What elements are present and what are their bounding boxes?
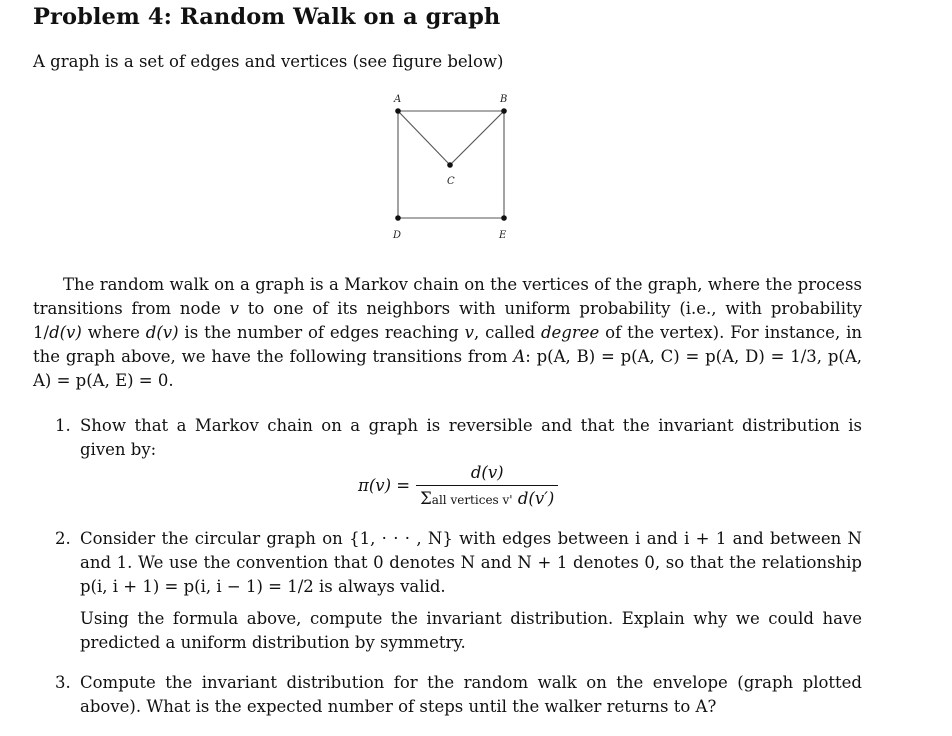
label-e: E: [499, 230, 507, 241]
edge-a-c: [398, 111, 450, 165]
question-3: 3. Compute the invariant distribution for the random walk on the envelope (graph plotted above). What is the expected number of steps until the walker returns to A?: [55, 673, 862, 716]
envelope-graph: [370, 88, 530, 248]
vertex-b: [501, 108, 507, 114]
label-d: D: [393, 230, 402, 241]
label-b: B: [500, 94, 508, 105]
vertex-e: [501, 215, 507, 221]
vertex-c: [447, 162, 453, 168]
vertex-d: [395, 215, 401, 221]
intro-text: A graph is a set of edges and vertices (see figure below): [33, 52, 504, 71]
vertex-a: [395, 108, 401, 114]
problem-title: Problem 4: Random Walk on a graph: [33, 4, 501, 30]
label-a: A: [394, 94, 402, 105]
description-paragraph: The random walk on a graph is a Markov chain on the vertices of the graph, where the process transitions from node v to one of its neighbors with uniform probability (i.e., with probability 1/d(v) where d(v) is the number of edges reaching v, called degree of the vertex). For instance, in the graph above, we have the following transitions from A: p(A, B) = p(A, C) = p(A, D) = 1/3, p(A, A) = p(A, E) = 0.: [33, 275, 862, 390]
question-2: 2. Consider the circular graph on {1, · · · , N} with edges between i and i + 1 and between N and 1. We use the convention that 0 denotes N and N + 1 denotes 0, so that the relationship p(i, i + 1) = p(i, i − 1) = 1/2 is always valid. Using the formula above, compute the invariant distribution. Explain why we could have predicted a uniform distribution by symmetry.: [55, 529, 862, 652]
label-c: C: [447, 176, 455, 187]
invariant-distribution-formula: π(v) = $\frac{d(v)}{\text{Σall vertices v' d(v′)}}$: [358, 457, 558, 513]
edge-b-c: [450, 111, 504, 165]
question-1: 1. Show that a Markov chain on a graph is reversible and that the invariant distribution is given by:: [55, 416, 862, 459]
